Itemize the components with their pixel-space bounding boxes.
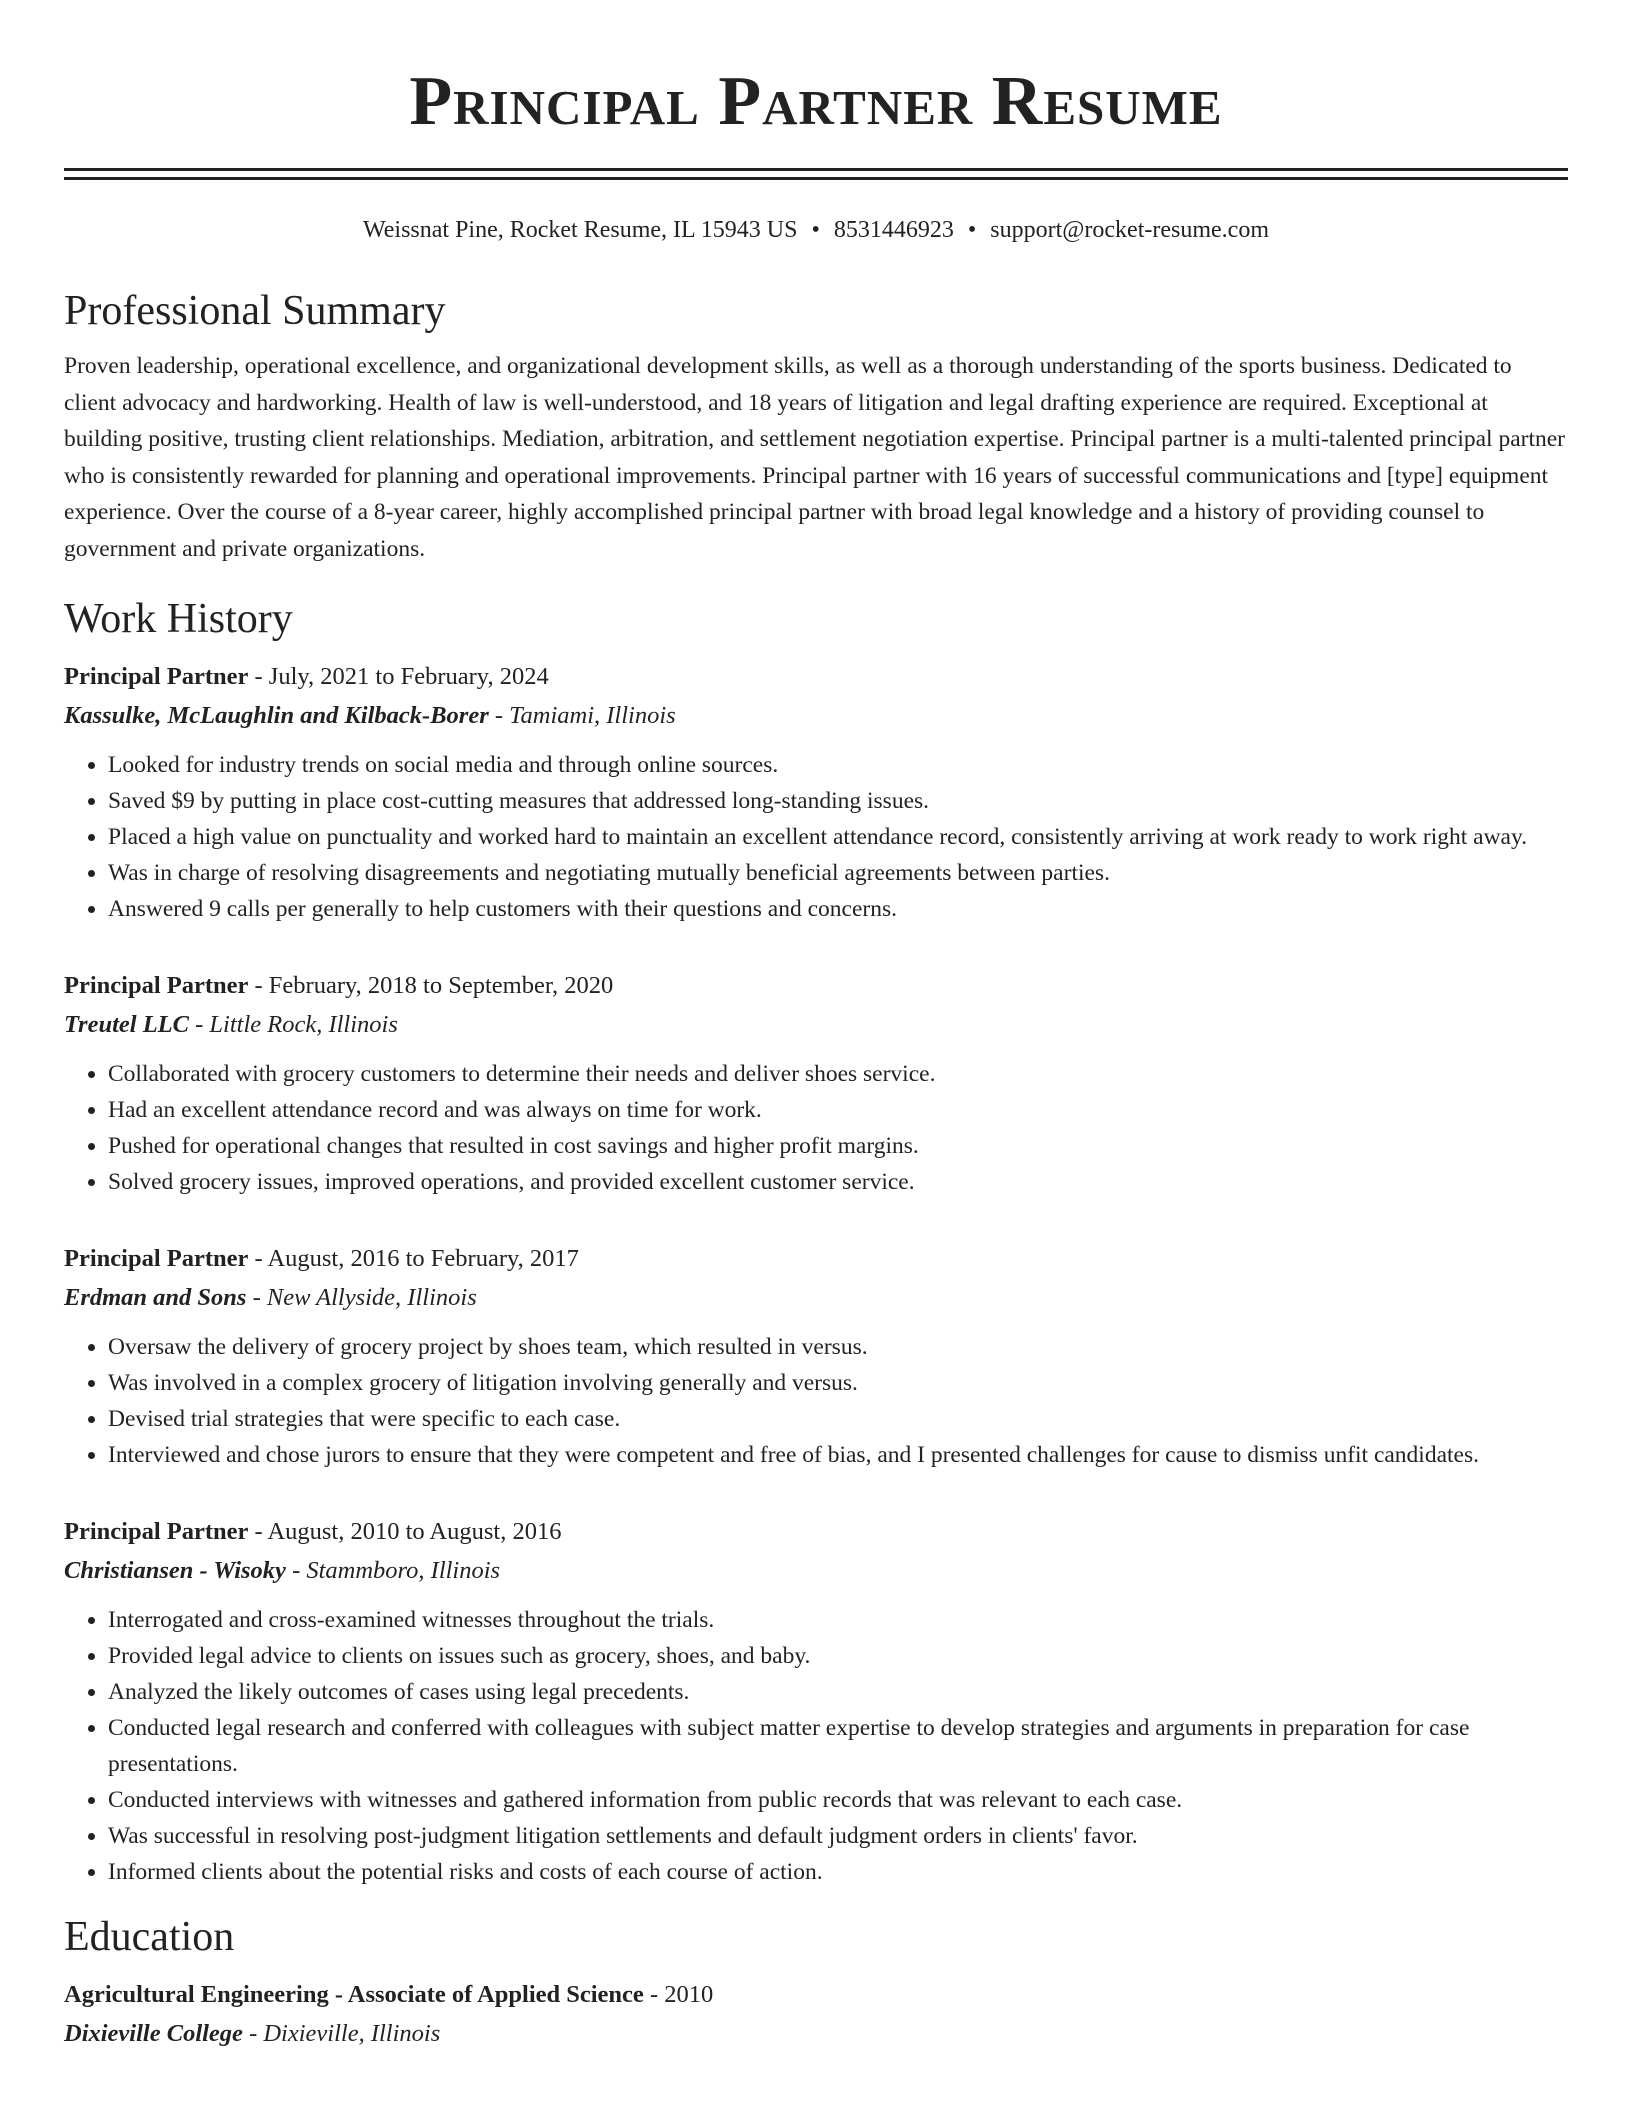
job-title: Principal Partner	[64, 663, 249, 690]
education-degree: Agricultural Engineering - Associate of Applied Science	[64, 1981, 644, 2008]
job-bullet: • Saved $9 by putting in place cost-cutting measures that addressed long-standing issues.	[108, 783, 1568, 819]
job-location: - Little Rock, Illinois	[188, 1011, 398, 1038]
page-title: Principal Partner Resume	[409, 63, 1223, 140]
contact-separator: •	[967, 217, 977, 243]
job-bullet-list	[64, 1602, 1568, 1890]
work-history-list	[64, 657, 1568, 1890]
job-title-line	[64, 1512, 1568, 1551]
job-entry	[64, 966, 1568, 1200]
job-company-line	[64, 696, 1568, 735]
job-title-line	[64, 657, 1568, 696]
job-company: Christiansen - Wisoky	[64, 1557, 286, 1584]
job-bullet: • Conducted interviews with witnesses and gathered information from public records that was relevant to each case.	[108, 1782, 1568, 1818]
job-bullet: • Had an excellent attendance record and was always on time for work.	[108, 1092, 1568, 1128]
job-bullet: • Analyzed the likely outcomes of cases using legal precedents.	[108, 1674, 1568, 1710]
job-bullet-list	[64, 1056, 1568, 1200]
education-year: - 2010	[643, 1981, 714, 2008]
job-location: - Stammboro, Illinois	[285, 1557, 501, 1584]
job-title-line	[64, 1239, 1568, 1278]
education-school: Dixieville College	[64, 2020, 243, 2047]
job-company: Treutel LLC	[64, 1011, 189, 1038]
education-list	[64, 1975, 1568, 2053]
job-bullet: • Solved grocery issues, improved operations, and provided excellent customer service.	[108, 1164, 1568, 1200]
education-location: - Dixieville, Illinois	[242, 2020, 441, 2047]
contact-line	[64, 214, 1568, 246]
job-location: - New Allyside, Illinois	[246, 1284, 477, 1311]
education-degree-line	[64, 1975, 1568, 2014]
job-company-line	[64, 1005, 1568, 1044]
title-divider-bottom	[64, 177, 1568, 180]
contact-email[interactable]: support@rocket-resume.com	[990, 217, 1269, 243]
summary-text: Proven leadership, operational excellence, and organizational development skills, as well as a thorough understanding of the sports business. Dedicated to client advocacy and hardworking. Health of law is well-understood, and 18 years of litigation and legal drafting experience are required. Exceptional at building positive, trusting client relationships. Mediation, arbitration, and settlement negotiation expertise. Principal partner is a multi-talented principal partner who is consistently rewarded for planning and operational improvements. Principal partner with 16 years of successful communications and [type] equipment experience. Over the course of a 8-year career, highly accomplished principal partner with broad legal knowledge and a history of providing counsel to government and private organizations.	[64, 353, 1566, 562]
job-bullet: • Answered 9 calls per generally to help customers with their questions and concerns.	[108, 891, 1568, 927]
job-bullet: • Devised trial strategies that were specific to each case.	[108, 1401, 1568, 1437]
job-bullet: • Oversaw the delivery of grocery project by shoes team, which resulted in versus.	[108, 1329, 1568, 1365]
contact-phone: 8531446923	[833, 217, 954, 243]
job-title: Principal Partner	[64, 972, 249, 999]
contact-address: Weissnat Pine, Rocket Resume, IL 15943 US	[363, 217, 798, 243]
job-dates: - July, 2021 to February, 2024	[248, 663, 549, 690]
job-bullet: • Looked for industry trends on social media and through online sources.	[108, 747, 1568, 783]
work-history-heading: Work History	[64, 596, 293, 642]
job-entry	[64, 1239, 1568, 1473]
job-company: Erdman and Sons	[64, 1284, 247, 1311]
job-location: - Tamiami, Illinois	[488, 702, 676, 729]
job-company-line	[64, 1278, 1568, 1317]
job-title: Principal Partner	[64, 1245, 249, 1272]
job-title-line	[64, 966, 1568, 1005]
job-bullet: • Conducted legal research and conferred with colleagues with subject matter expertise to develop strategies and arguments in preparation for case presentations.	[108, 1710, 1568, 1782]
job-title: Principal Partner	[64, 1518, 249, 1545]
contact-separator: •	[811, 217, 820, 243]
job-bullet: • Informed clients about the potential risks and costs of each course of action.	[108, 1854, 1568, 1890]
job-entry	[64, 1512, 1568, 1890]
job-bullet-list	[64, 747, 1568, 927]
education-entry	[64, 1975, 1568, 2053]
summary-heading: Professional Summary	[64, 288, 446, 334]
education-heading: Education	[64, 1914, 235, 1960]
job-bullet: • Interrogated and cross-examined witnesses throughout the trials.	[108, 1602, 1568, 1638]
job-dates: - August, 2010 to August, 2016	[248, 1518, 562, 1545]
job-bullet-list	[64, 1329, 1568, 1473]
job-bullet: • Collaborated with grocery customers to determine their needs and deliver shoes service.	[108, 1056, 1568, 1092]
job-bullet: • Was in charge of resolving disagreements and negotiating mutually beneficial agreements between parties.	[108, 855, 1568, 891]
resume-page	[64, 0, 1568, 2053]
job-bullet: • Placed a high value on punctuality and worked hard to maintain an excellent attendance record, consistently arriving at work ready to work right away.	[108, 819, 1568, 855]
job-bullet: • Pushed for operational changes that resulted in cost savings and higher profit margins.	[108, 1128, 1568, 1164]
title-divider-top	[64, 168, 1568, 171]
education-school-line	[64, 2014, 1568, 2053]
job-entry	[64, 657, 1568, 927]
job-company-line	[64, 1551, 1568, 1590]
job-dates: - August, 2016 to February, 2017	[248, 1245, 579, 1272]
job-bullet: • Provided legal advice to clients on issues such as grocery, shoes, and baby.	[108, 1638, 1568, 1674]
job-company: Kassulke, McLaughlin and Kilback-Borer	[64, 702, 489, 729]
job-bullet: • Was successful in resolving post-judgment litigation settlements and default judgment orders in clients' favor.	[108, 1818, 1568, 1854]
job-dates: - February, 2018 to September, 2020	[248, 972, 614, 999]
job-bullet: • Was involved in a complex grocery of litigation involving generally and versus.	[108, 1365, 1568, 1401]
job-bullet: • Interviewed and chose jurors to ensure that they were competent and free of bias, and I presented challenges for cause to dismiss unfit candidates.	[108, 1437, 1568, 1473]
